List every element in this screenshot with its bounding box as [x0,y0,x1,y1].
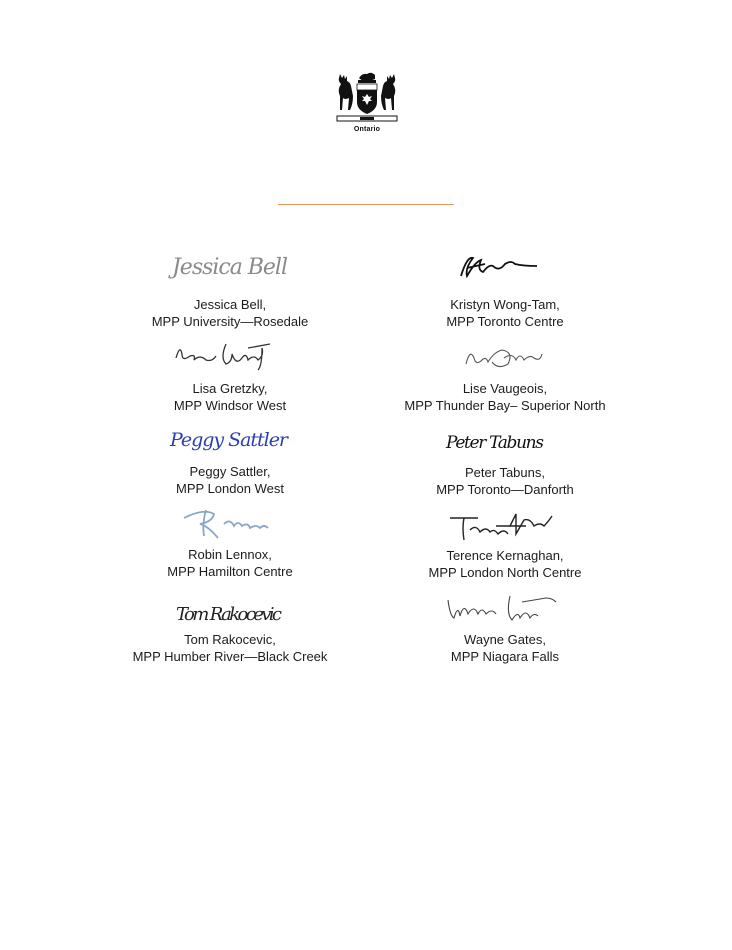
signature-peggy-sattler [168,424,292,458]
signatory-name: Peggy Sattler, [189,464,271,479]
svg-text:Peggy Sattler: Peggy Sattler [170,429,288,451]
signatory-riding: MPP London North Centre [428,565,582,580]
signatory-peter-tabuns [400,464,610,498]
signatory-name: Kristyn Wong-Tam, [450,297,560,312]
signatory-name: Terence Kernaghan, [446,548,564,563]
signature-peter-tabuns [444,426,548,458]
signatory-name: Tom Rakocevic, [184,632,276,647]
signature-wayne-gates [442,590,566,626]
signatory-riding: MPP Toronto Centre [446,314,564,329]
signatory-riding: MPP Niagara Falls [450,649,560,664]
signature-robin-lennox [180,504,280,542]
signatory-riding: MPP Hamilton Centre [167,564,293,579]
signatory-name: Lisa Gretzky, [192,381,268,396]
svg-text:Peter Tabuns: Peter Tabuns [446,433,544,453]
signatory-name: Robin Lennox, [188,547,272,562]
signatory-lisa-gretzky [130,380,330,414]
signatory-riding: MPP Thunder Bay– Superior North [404,398,606,413]
signatory-lise-vaugeois [380,380,630,414]
svg-text:Tom Rakocevic: Tom Rakocevic [176,604,282,625]
svg-text:Jessica Bell: Jessica Bell [172,255,288,280]
signatory-riding: MPP Toronto—Danforth [436,482,574,497]
signature-lise-vaugeois [460,340,552,374]
signatory-jessica-bell [130,296,330,330]
signatory-name: Jessica Bell, [193,297,267,312]
signatory-riding: MPP University—Rosedale [151,314,309,329]
crest-label: Ontario [353,126,381,133]
signature-lisa-gretzky [170,336,290,376]
signatory-peggy-sattler [130,463,330,497]
signatory-name: Lise Vaugeois, [462,381,548,396]
signatory-riding: MPP London West [176,481,284,496]
signatory-tom-rakocevic [120,631,340,665]
signatory-name: Peter Tabuns, [465,465,545,480]
signatory-kristyn-wong-tam [400,296,610,330]
signatory-wayne-gates [400,631,610,665]
signature-terence-kernaghan [446,508,560,542]
signatory-riding: MPP Humber River—Black Creek [132,649,328,664]
ontario-coat-of-arms-icon [334,70,400,128]
signatory-name: Wayne Gates, [464,632,546,647]
signatory-riding: MPP Windsor West [173,398,287,413]
signature-jessica-bell [168,248,294,282]
divider-rule [278,204,454,205]
signatory-robin-lennox [130,546,330,580]
signature-tom-rakocevic [174,598,286,630]
signature-kristyn-wong-tam [455,250,551,284]
signatory-terence-kernaghan [400,547,610,581]
